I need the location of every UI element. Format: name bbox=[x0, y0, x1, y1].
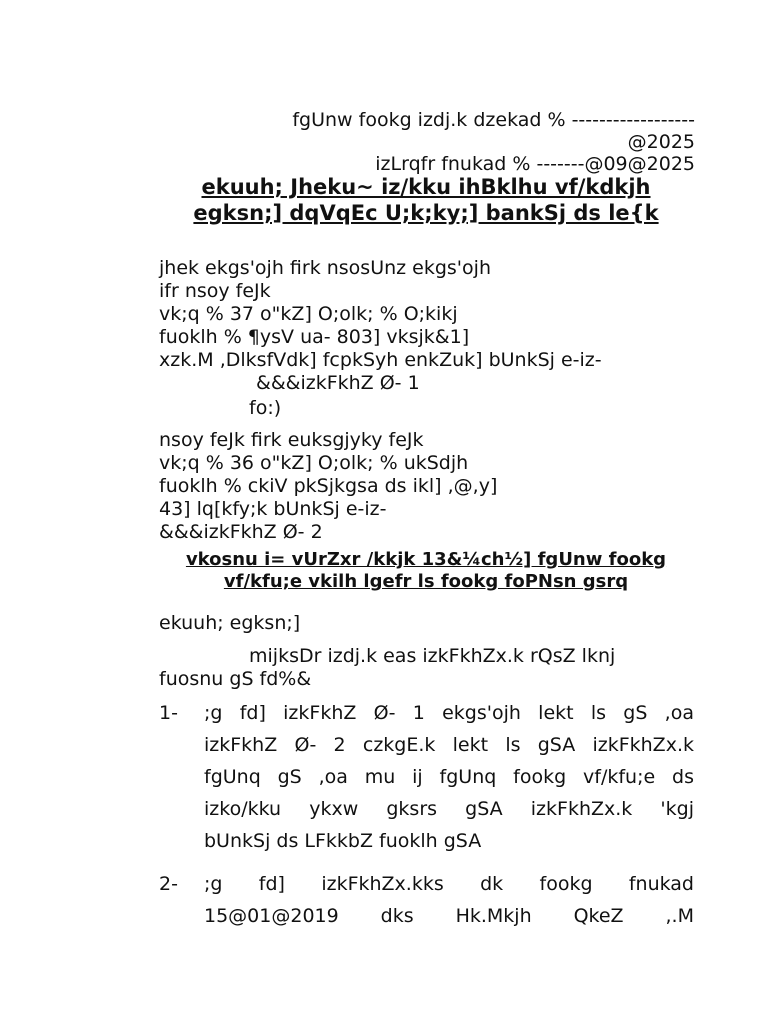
versus-label: fo:) bbox=[249, 397, 282, 419]
petitioner-2-role: &&&izkFkhZ Ø- 2 bbox=[159, 521, 323, 543]
petitioner-2-line: 43] lq[kfy;k bUnkSj e-iz- bbox=[159, 498, 387, 520]
salutation: ekuuh; egksn;] bbox=[159, 612, 301, 634]
point-line: fgUnq gS ,oa mu ij fgUnq fookg vf/kfu;e ds bbox=[204, 766, 694, 788]
petitioner-1-role: &&&izkFkhZ Ø- 1 bbox=[256, 372, 420, 394]
petitioner-1-line: xzk.M ,DlksfVdk] fcpkSyh enkZuk] bUnkSj e-iz- bbox=[159, 349, 602, 371]
presentation-date-line: izLrqfr fnukad % -------@09@2025 bbox=[375, 153, 695, 175]
versus-block bbox=[159, 397, 699, 420]
petitioner-1-line: fuoklh % ¶ysV ua- 803] vksjk&1] bbox=[159, 326, 470, 348]
petitioner-1-block bbox=[159, 257, 699, 395]
petitioner-2-block bbox=[159, 429, 699, 544]
point-line: ;g fd] izkFkhZx.kks dk fookg fnukad bbox=[204, 873, 694, 895]
intro-line: mijksDr izdj.k eas izkFkhZx.k rQsZ lknj bbox=[249, 645, 616, 667]
point-line: izko/kku ykxw gksrs gSA izkFkhZx.k 'kgj bbox=[204, 798, 694, 820]
case-year-line: @2025 bbox=[627, 131, 695, 153]
petitioner-2-line: fuoklh % ckiV pkSjkgsa ds ikl] ,@,y] bbox=[159, 475, 498, 497]
court-title: ekuuh; Jheku~ iz/kku ihBklhu vf/kdkjh egksn;] dqVqEc U;k;ky;] bankSj ds le{k bbox=[193, 175, 659, 225]
point-number: 1- bbox=[159, 702, 178, 724]
petitioner-1-line: jhek ekgs'ojh firk nsosUnz ekgs'ojh bbox=[159, 257, 491, 279]
intro-line: fuosnu gS fd%& bbox=[159, 668, 312, 690]
point-line: 15@01@2019 dks Hk.Mkjh QkeZ ,.M bbox=[204, 905, 694, 927]
point-line: izkFkhZ Ø- 2 czkgE.k lekt ls gSA izkFkhZx.k bbox=[204, 734, 694, 756]
point-line: bUnkSj ds LFkkbZ fuoklh gSA bbox=[204, 830, 482, 852]
petitioner-2-line: vk;q % 36 o"kZ] O;olk; % ukSdjh bbox=[159, 452, 469, 474]
point-1-text bbox=[204, 697, 694, 857]
application-subtitle: vkosnu i= vUrZxr /kkjk 13&¼ch½] fgUnw fookg vf/kfu;e vkilh lgefr ls fookg foPNsn gsrq bbox=[185, 549, 667, 592]
petitioner-1-line: ifr nsoy feJk bbox=[159, 280, 271, 302]
petitioner-2-line: nsoy feJk firk euksgjyky feJk bbox=[159, 429, 424, 451]
intro-block bbox=[159, 645, 699, 691]
case-number-line: fgUnw fookg izdj.k dzekad % ------------------ bbox=[292, 109, 695, 131]
point-line: ;g fd] izkFkhZ Ø- 1 ekgs'ojh lekt ls gS ,oa bbox=[204, 702, 694, 724]
point-number: 2- bbox=[159, 873, 178, 895]
salutation-block bbox=[159, 612, 699, 635]
point-2-text bbox=[204, 868, 694, 932]
petitioner-1-line: vk;q % 37 o"kZ] O;olk; % O;kikj bbox=[159, 303, 458, 325]
